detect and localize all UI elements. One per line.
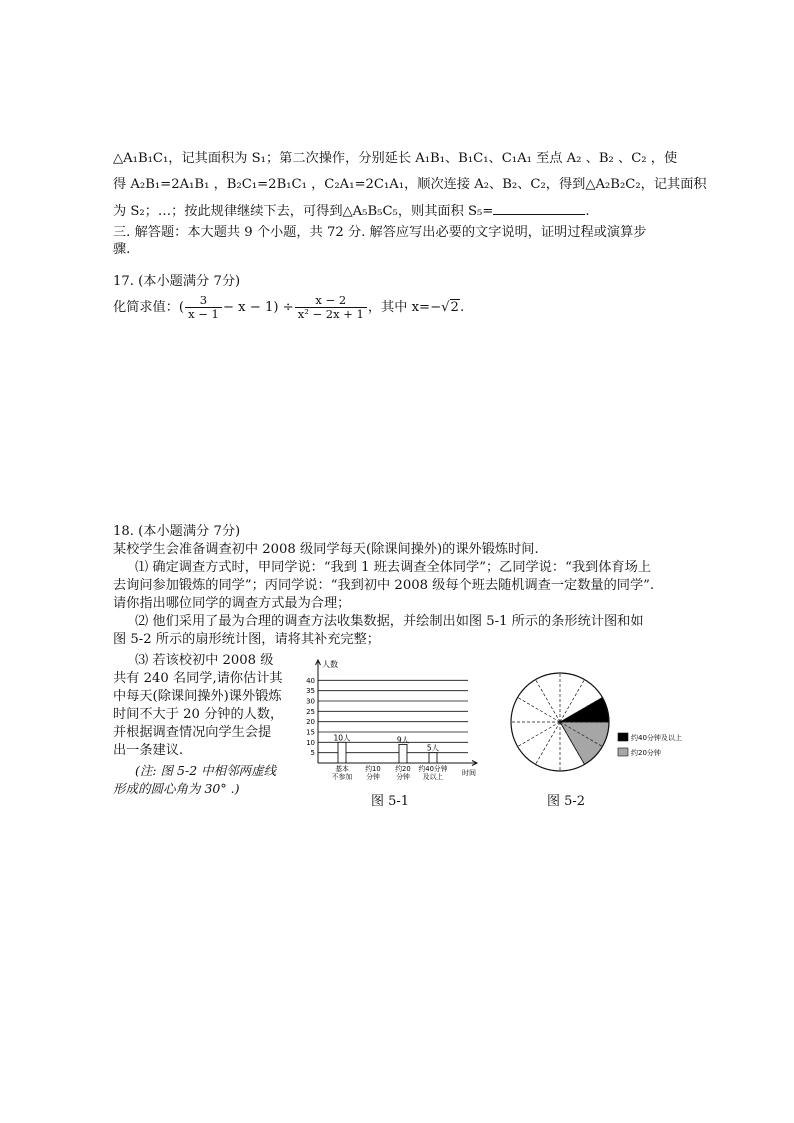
- q18-intro: 某校学生会准备调查初中 2008 级同学每天(除课间操外)的课外锻炼时间.: [113, 542, 539, 557]
- bar: [399, 744, 407, 763]
- section-3-heading-cont: 骤.: [113, 242, 131, 257]
- sqrt-symbol: √: [441, 300, 450, 315]
- q17-fraction-2: [295, 294, 367, 321]
- y-tick-label: 5: [310, 749, 315, 758]
- x-tick-label: 分钟: [396, 773, 410, 781]
- legend-swatch: [618, 748, 628, 756]
- q17-sqrt-arg: 2: [450, 300, 459, 315]
- pie-sector: [560, 698, 609, 723]
- q18-p2-line-1: ⑵ 他们采用了最为合理的调查方法收集数据，并绘制出如图 5-1 所示的条形统计图和如: [135, 614, 644, 629]
- q18-note-line-2: 形成的圆心角为 30° .): [113, 781, 240, 796]
- q18-p1-line-1: ⑴ 确定调查方式时，甲同学说：“我到 1 班去调查全体同学”；乙同学说：“我到体育场上: [135, 560, 651, 575]
- legend-swatch: [618, 733, 628, 741]
- q17-expression: [113, 294, 464, 322]
- q18-note-line-1: (注: 图 5-2 中相邻两虚线: [135, 763, 277, 778]
- q17-header: 17. (本小题满分 7分): [113, 274, 241, 289]
- pie-radius: [518, 722, 560, 747]
- y-tick-label: 30: [306, 697, 315, 706]
- q18-p1-line-2: 去询问参加锻炼的同学”；丙同学说：“我到初中 2008 级每个班去随机调查一定数量的同学”.: [113, 578, 655, 593]
- text-line-3: [113, 202, 590, 221]
- q17-suffix: ，其中 x=−: [367, 300, 442, 315]
- q18-p3-line-4: 时间不大于 20 分钟的人数，: [113, 707, 284, 722]
- text-line-3-body: 为 S₂；…；按此规律继续下去，可得到△A₅B₅C₅，则其面积 S₅=: [113, 204, 494, 219]
- text-line-1: △A₁B₁C₁，记其面积为 S₁；第二次操作，分别延长 A₁B₁、B₁C₁、C₁A₁ 至点 A₂ 、B₂ 、C₂ ，使: [113, 151, 678, 166]
- pie-radius: [518, 698, 560, 723]
- q17-frac2-num: x − 2: [295, 294, 367, 308]
- q17-fraction-1: [185, 294, 222, 321]
- section-3-heading: 三. 解答题：本大题共 9 个小题，共 72 分. 解答应写出必要的文字说明，证明过程或演算步: [113, 225, 647, 240]
- legend-label: 约40分钟及以上: [631, 734, 682, 742]
- y-tick-label: 35: [306, 687, 315, 696]
- x-tick-label: 分钟: [366, 773, 380, 781]
- bar: [429, 753, 437, 763]
- x-tick-label: 约20: [395, 765, 411, 773]
- bar-value-label: 5人: [426, 743, 440, 753]
- answer-blank[interactable]: [493, 202, 585, 215]
- q18-p3-line-6: 出一条建议.: [113, 743, 184, 758]
- bar: [338, 742, 346, 763]
- y-tick-label: 10: [306, 738, 315, 747]
- bar-value-label: 9人: [396, 735, 410, 745]
- y-tick-label: 20: [306, 718, 315, 727]
- q18-header: 18. (本小题满分 7分): [113, 524, 241, 539]
- q17-mid: − x − 1) ÷: [222, 300, 294, 315]
- x-axis-label: 时间: [462, 769, 476, 777]
- bar-value-label: 10人: [333, 733, 351, 743]
- text-line-3-end: .: [585, 204, 590, 219]
- pie-radius: [536, 722, 561, 764]
- y-axis-label: 人数: [322, 660, 338, 669]
- q18-p3-line-5: 并根据调查情况向学生会提: [113, 725, 272, 740]
- pie-chart: [505, 665, 725, 785]
- legend-label: 约20分钟: [631, 749, 661, 757]
- q17-frac1-den: x − 1: [188, 307, 219, 321]
- q18-p2-line-2: 图 5-2 所示的扇形统计图，请将其补充完整；: [113, 632, 380, 647]
- pie-radius: [536, 680, 561, 722]
- q17-frac1-num: 3: [185, 294, 222, 308]
- q17-end: .: [459, 300, 465, 315]
- y-tick-label: 15: [306, 728, 315, 737]
- pie-chart-caption: 图 5-2: [547, 794, 586, 809]
- y-tick-label: 25: [306, 707, 315, 716]
- text-line-2: 得 A₂B₁=2A₁B₁ ，B₂C₁=2B₁C₁ ，C₂A₁=2C₁A₁，顺次连接 A₂、B₂、C₂，得到△A₂B₂C₂，记其面积: [113, 177, 707, 192]
- bar-chart: [300, 658, 500, 788]
- q18-p3-line-3: 中每天(除课间操外)课外锻炼: [113, 689, 282, 704]
- bar-chart-caption: 图 5-1: [371, 794, 410, 809]
- x-tick-label: 不参加: [331, 773, 353, 781]
- q18-p3-line-1: ⑶ 若该校初中 2008 级: [135, 653, 274, 668]
- pie-sector: [560, 722, 609, 764]
- y-tick-label: 40: [306, 676, 315, 685]
- q17-frac2-den: x² − 2x + 1: [297, 307, 364, 321]
- q18-p3-line-2: 共有 240 名同学,请你估计其: [113, 671, 283, 686]
- q17-prefix: 化简求值：(: [113, 300, 185, 315]
- x-tick-label: 约40分钟: [418, 765, 448, 773]
- x-tick-label: 约10: [365, 765, 381, 773]
- x-tick-label: 及以上: [422, 773, 444, 781]
- q18-p1-line-3: 请你指出哪位同学的调查方式最为合理；: [113, 596, 351, 611]
- x-tick-label: 基本: [335, 765, 349, 773]
